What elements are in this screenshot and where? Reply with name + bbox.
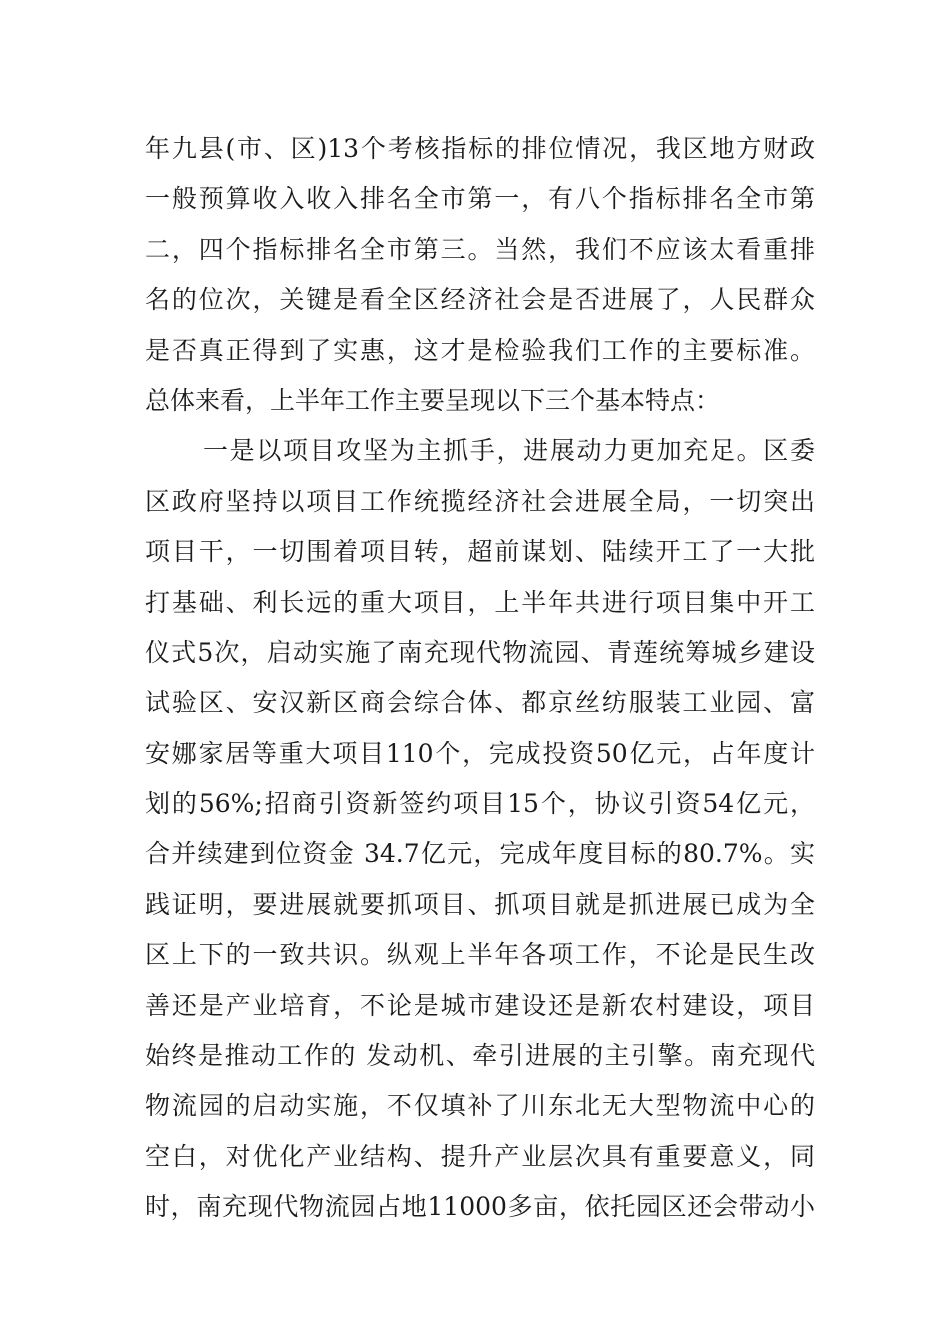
text-line: 打基础、利长远的重大项目，上半年共进行项目集中开工 bbox=[145, 587, 815, 617]
paragraph-first-line: 一是以项目攻坚为主抓手，进展动力更加充足。区委 bbox=[203, 436, 815, 466]
text-line: 时，南充现代物流园占地11000多亩，依托园区还会带动小 bbox=[145, 1192, 815, 1222]
text-line: 项目干，一切围着项目转，超前谋划、陆续开工了一大批 bbox=[145, 537, 815, 567]
text-line: 区政府坚持以项目工作统揽经济社会进展全局，一切突出 bbox=[145, 486, 815, 516]
text-line: 总体来看，上半年工作主要呈现以下三个基本特点： bbox=[145, 385, 721, 415]
text-line: 年九县(市、区)13个考核指标的排位情况，我区地方财政 bbox=[145, 134, 815, 163]
text-line: 践证明，要进展就要抓项目、抓项目就是抓进展已成为全 bbox=[145, 889, 815, 919]
text-line: 始终是推动工作的 发动机、牵引进展的主引擎。南充现代 bbox=[145, 1041, 815, 1071]
text-line: 二，四个指标排名全市第三。当然，我们不应该太看重排 bbox=[145, 234, 815, 264]
text-line: 是否真正得到了实惠，这才是检验我们工作的主要标准。 bbox=[145, 335, 815, 365]
text-line: 善还是产业培育，不论是城市建设还是新农村建设，项目 bbox=[145, 990, 815, 1020]
text-line: 合并续建到位资金 34.7亿元，完成年度目标的80.7%。实 bbox=[145, 839, 815, 869]
text-line: 划的56%;招商引资新签约项目15个，协议引资54亿元， bbox=[145, 789, 815, 819]
text-line: 空白，对优化产业结构、提升产业层次具有重要意义，同 bbox=[145, 1141, 815, 1171]
text-line: 名的位次，关键是看全区经济社会是否进展了，人民群众 bbox=[145, 285, 815, 315]
body-text bbox=[145, 124, 815, 1233]
text-line: 物流园的启动实施，不仅填补了川东北无大型物流中心的 bbox=[145, 1091, 815, 1121]
text-line: 区上下的一致共识。纵观上半年各项工作，不论是民生改 bbox=[145, 940, 815, 970]
text-line: 试验区、安汉新区商会综合体、都京丝纺服装工业园、富 bbox=[145, 688, 815, 718]
text-line: 仪式5次，启动实施了南充现代物流园、青莲统筹城乡建设 bbox=[145, 637, 815, 667]
text-line: 一般预算收入收入排名全市第一，有八个指标排名全市第 bbox=[145, 184, 815, 214]
text-line: 安娜家居等重大项目110个，完成投资50亿元，占年度计 bbox=[145, 738, 815, 768]
